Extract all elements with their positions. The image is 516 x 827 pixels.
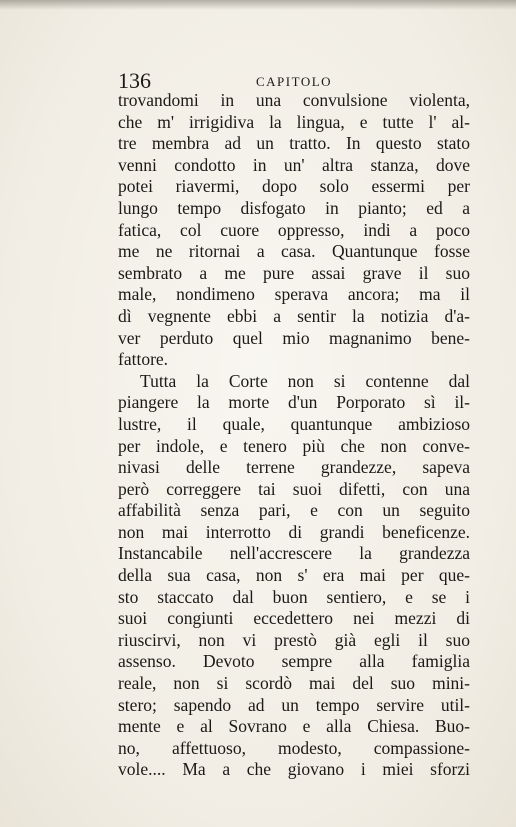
text-line: lustre, il quale, quantunque ambizioso — [118, 413, 470, 434]
text-line: vole.... Ma a che giovano i miei sforzi — [118, 759, 470, 780]
text-line: venni condotto in un' altra stanza, dove — [118, 154, 470, 175]
text-line: mente e al Sovrano e alla Chiesa. Buo- — [118, 716, 470, 737]
text-line: lungo tempo disfogato in pianto; ed a — [118, 197, 470, 218]
text-line: potei riavermi, dopo solo essermi per — [118, 176, 470, 197]
text-line: tre membra ad un tratto. In questo stato — [118, 133, 470, 154]
text-line: dì vegnente ebbi a sentir la notizia d'a- — [118, 305, 470, 326]
text-line: fattore. — [118, 349, 169, 370]
text-line: non mai interrotto di grandi beneficenze. — [118, 521, 470, 542]
text-line: suoi congiunti eccedettero nei mezzi di — [118, 608, 470, 629]
text-line: Instancabile nell'accrescere la grandezza — [118, 543, 470, 564]
text-line: male, nondimeno sperava ancora; ma il — [118, 284, 470, 305]
text-line: trovandomi in una convulsione violenta, — [118, 90, 470, 110]
text-line: sto staccato dal buon sentiero, e se i — [118, 586, 470, 607]
text-line: piangere la morte d'un Porporato sì il- — [118, 392, 470, 413]
page-edge-shadow — [0, 0, 516, 10]
text-line: reale, non si scordò mai del suo mini- — [118, 673, 470, 694]
text-line: assenso. Devoto sempre alla famiglia — [118, 651, 470, 672]
text-line: ver perduto quel mio magnanimo bene- — [118, 327, 470, 348]
text-line: fatica, col cuore oppresso, indi a poco — [118, 219, 470, 240]
text-line: affabilità senza pari, e con un seguito — [118, 500, 470, 521]
text-line: della sua casa, non s' era mai per que- — [118, 565, 470, 586]
text-line: Tutta la Corte non si contenne dal — [140, 370, 470, 391]
text-line: per indole, e tenero più che non conve- — [118, 435, 470, 456]
body-text — [118, 90, 470, 781]
text-line: però correggere tai suoi difetti, con una — [118, 478, 470, 499]
page-number: 136 — [118, 68, 151, 93]
text-line: me ne ritornai a casa. Quantunque fosse — [118, 241, 470, 262]
text-line: nivasi delle terrene grandezze, sapeva — [118, 457, 470, 478]
text-line: stero; sapendo ad un tempo servire util- — [118, 694, 470, 715]
text-line: sembrato a me pure assai grave il suo — [118, 262, 470, 283]
text-line: no, affettuoso, modesto, compassione- — [118, 737, 470, 758]
running-head: CAPITOLO — [256, 74, 333, 89]
text-line: che m' irrigidiva la lingua, e tutte l' al- — [118, 111, 470, 132]
text-line: riuscirvi, non vi prestò già egli il suo — [118, 629, 470, 650]
